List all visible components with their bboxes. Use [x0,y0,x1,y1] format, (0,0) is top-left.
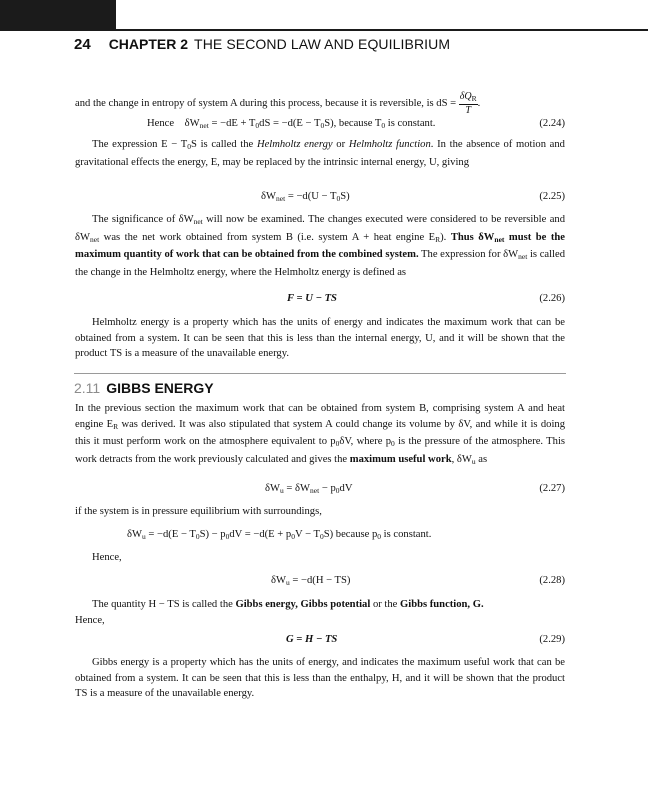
header-bar [0,0,648,31]
paragraph-entropy-change: and the change in entropy of system A during this process, because it is reversible, is dS = $\frac{\delta Q_R}{T}$ . [75,91,481,116]
equation-2-26: F = U − TS (2.26) [75,291,565,307]
paragraph-gibbs-intro: In the previous section the maximum work that can be obtained from system B, comprising system A and heat engine $E_R$ was derived. It was also stipulated that system A could change its volume by δV, and while it is doing this it must perform work on the atmosphere equivalent to $p_0\delta V$, where $p_0$ is the pressure of the atmosphere. This work detracts from the work previously calculated and gives the maximum useful work, $\delta W_u$ as [75,403,566,466]
equation-number: (2.24) [539,118,565,129]
equation-2-29: G = H − TS (2.29) [75,632,565,648]
paragraph-gibbs-definition: The quantity H − TS is called the Gibbs energy, Gibbs potential or the Gibbs function, G. Hence, [75,599,484,626]
equation-2-25: $\delta W_{net} = -d(U - T_0S)$ (2.25) [261,191,565,203]
equation-2-27: $\delta W_u = \delta W_{net} - p_0dV$ (2.27) [265,483,565,495]
paragraph-helmholtz-definition: The expression $E - T_0S$ is called the Helmholtz energy or Helmholtz function. In the absence of motion and gravitational effects the energy, E, may be replaced by the intrinsic internal energy, U, giving [75,139,565,168]
fraction-dq-over-t: $\frac{\delta Q_R}{T}$ [459,91,477,116]
equation-number: (2.27) [539,483,565,494]
paragraph-pressure-equilibrium: if the system is in pressure equilibrium with surroundings, [75,506,322,517]
equation-number: (2.28) [539,575,565,586]
page-number: 24 [74,36,91,53]
equation-number: (2.29) [539,634,565,645]
running-header [74,36,450,53]
chapter-title: THE SECOND LAW AND EQUILIBRIUM [194,36,451,52]
paragraph-helmholtz-property: Helmholtz energy is a property which has the units of energy and indicates the maximum work that can be obtained from a system. It can be seen that this is less than the internal energy, U, and it will be shown that the product TS is a measure of the unavailable energy. [75,317,565,360]
section-title: GIBBS ENERGY [106,380,214,396]
equation-2-24: Hence $\delta W_{net} = -dE + T_0dS = -d(E - T_0S)$, because $T_0$ is constant. (2.24) [147,118,565,130]
paragraph-gibbs-property: Gibbs energy is a property which has the units of energy, and indicates the maximum useful work that can be obtained from a system. It can be seen that this is less than the enthalpy, H, and it will be shown that the product TS is a measure of the unavailable energy. [75,657,565,700]
section-heading-gibbs [74,373,566,396]
paragraph-significance: The significance of $\delta W_{net}$ will now be examined. The changes executed were considered to be reversible and $\delta W_{net}$ was the net work obtained from system B (i.e. system A + heat engine $E_R$). Thus $\delta W_{net}$ must be the maximum quantity of work that can be obtained from the combined system. The expression for $\delta W_{net}$ is called the change in the Helmholtz energy, where the Helmholtz energy is defined as [75,214,565,278]
chapter-label: CHAPTER 2 [108,36,189,52]
paragraph-hence: Hence, [92,552,122,563]
equation-2-28: $\delta W_u = -d(H - TS)$ (2.28) [271,575,565,587]
section-number: 2.11 [74,380,101,396]
equation-useful-work-expansion: $\delta W_u = -d(E - T_0S) - p_0dV = -d(E + p_0V - T_0S)$ because $p_0$ is constant. [127,529,432,541]
equation-number: (2.25) [539,191,565,202]
equation-number: (2.26) [539,293,565,304]
